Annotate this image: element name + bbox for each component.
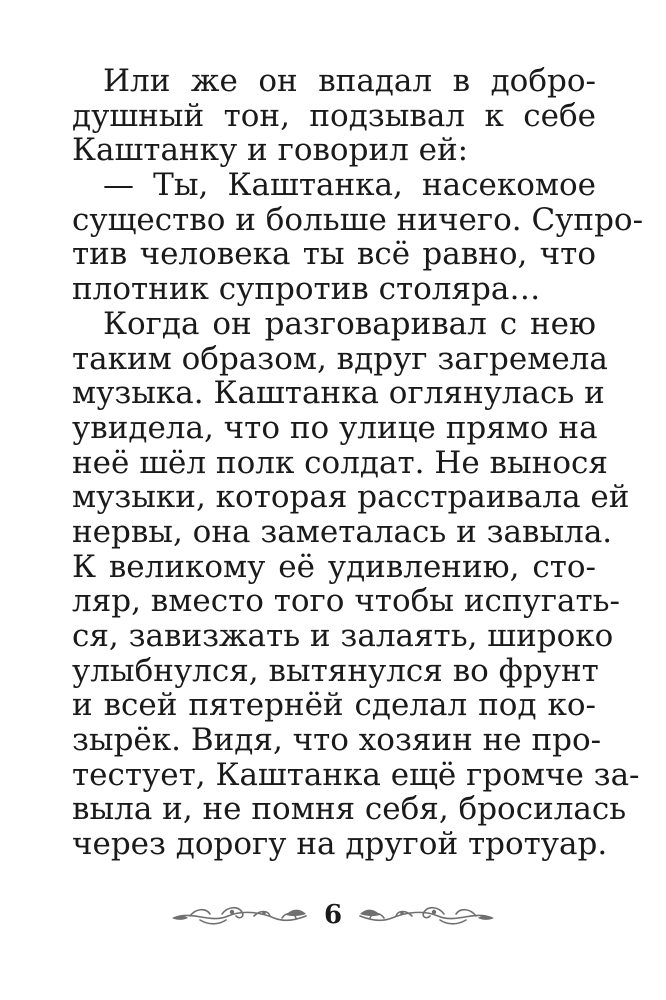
text-line: плотник супротив столяра…: [72, 271, 541, 308]
text-line: музыка. Каштанка оглянулась и: [72, 375, 605, 412]
page-number: 6: [323, 900, 343, 930]
page-footer: [0, 900, 666, 940]
text-line: — Ты, Каштанка, насекомое: [103, 167, 596, 204]
text-line: улыбнулся, вытянулся во фрунт: [72, 652, 599, 689]
text-line: ляр, вместо того чтобы испугать-: [72, 583, 620, 620]
text-line: К великому её удивлению, сто-: [72, 548, 596, 585]
text-line: и всей пятернёй сделал под ко-: [72, 687, 596, 724]
text-line: тестует, Каштанка ещё громче за-: [72, 756, 640, 793]
text-line: таким образом, вдруг загремела: [72, 340, 608, 377]
text-line: душный тон, подзывал к себе: [72, 97, 596, 134]
left-flourish-ornament: [170, 900, 310, 930]
text-line: зырёк. Видя, что хозяин не про-: [72, 722, 602, 759]
text-line: через дорогу на другой тротуар.: [72, 826, 608, 863]
text-line: нервы, она заметалась и завыла.: [72, 513, 613, 550]
text-line: существо и больше ничего. Супро-: [72, 201, 644, 238]
text-line: Каштанку и говорил ей:: [72, 132, 469, 169]
text-line: Когда он разговаривал с нею: [103, 305, 596, 342]
text-line: выла и, не помня себя, бросилась: [72, 791, 627, 828]
text-line: музыки, которая расстраивала ей: [72, 479, 630, 516]
right-flourish-ornament: [356, 900, 496, 930]
text-line: неё шёл полк солдат. Не вынося: [72, 444, 608, 481]
body-text: [72, 63, 644, 863]
text-line: Или же он впадал в добро-: [103, 63, 596, 99]
text-line: увидела, что по улице прямо на: [72, 409, 598, 446]
text-line: тив человека ты всё равно, что: [72, 236, 596, 273]
text-line: ся, завизжать и залаять, широко: [72, 618, 614, 654]
